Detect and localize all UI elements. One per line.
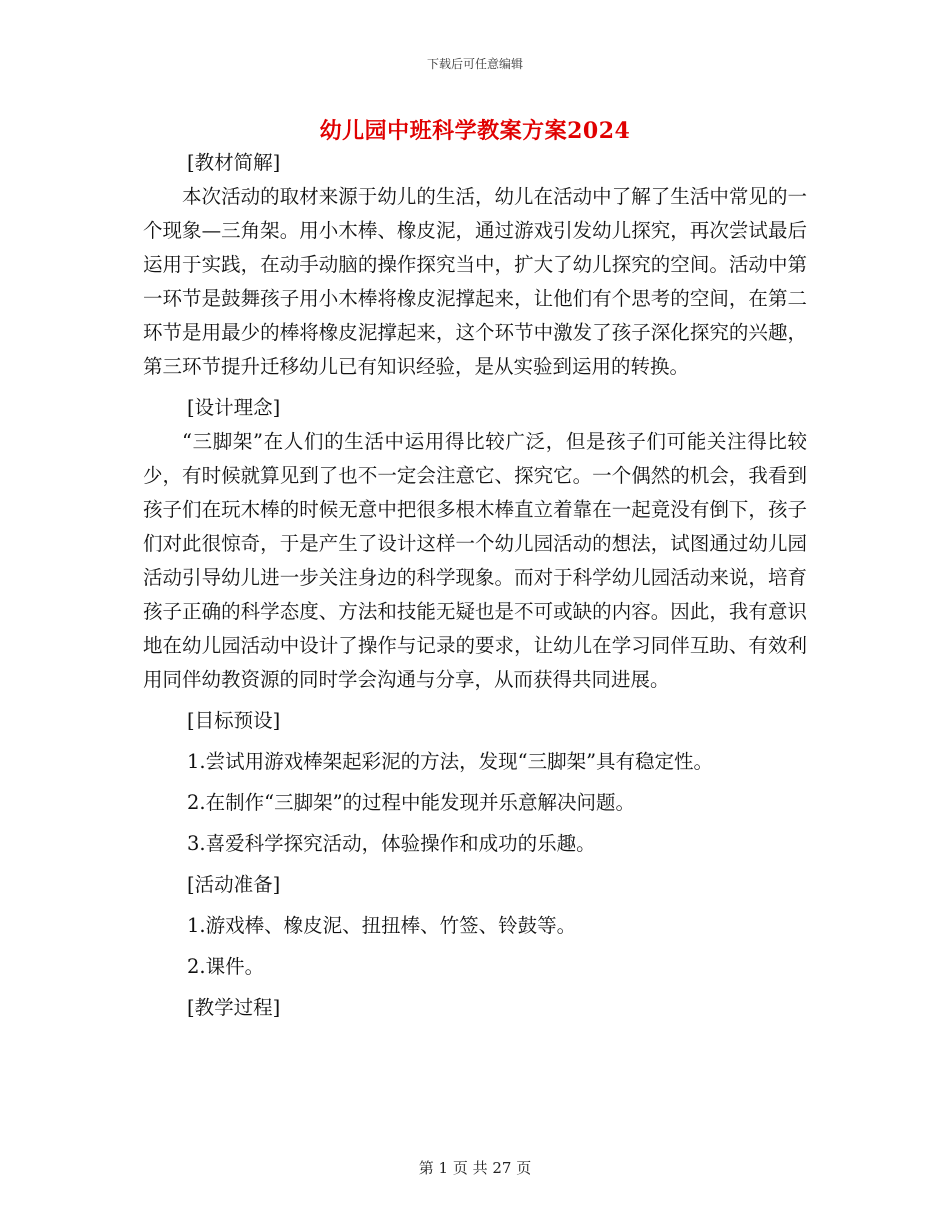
page-header: 下载后可任意编辑 <box>426 57 523 71</box>
paragraph-design: “三脚架”在人们的生活中运用得比较广泛，但是孩子们可能关注得比较少，有时候就算见到了也不一定会注意它、探究它。一个偶然的机会，我看到孩子们在玩木棒的时候无意中把很多根木棒直立着靠在一起竟没有倒下，孩子们对此很惊奇，于是产生了设计这样一个幼儿园活动的想法，试图通过幼儿园活动引导幼儿进一步关注身边的科学现象。而对于科学幼儿园活动来说，培育孩子正确的科学态度、方法和技能无疑也是不可或缺的内容。因此，我有意识地在幼儿园活动中设计了操作与记录的要求，让幼儿在学习同伴互助、有效利用同伴幼教资源的同时学会沟通与分享，从而获得共同进展。 <box>143 430 807 691</box>
document-title: 幼儿园中班科学教案方案2024 <box>319 118 631 144</box>
paragraph-materials: 本次活动的取材来源于幼儿的生活，幼儿在活动中了解了生活中常见的一个现象—三角架。用小木棒、橡皮泥，通过游戏引发幼儿探究，再次尝试最后运用于实践，在动手动脑的操作探究当中，扩大了幼儿探究的空间。活动中第一环节是鼓舞孩子用小木棒将橡皮泥撑起来，让他们有个思考的空间，在第二环节是用最少的棒将橡皮泥撑起来，这个环节中激发了孩子深化探究的兴趣，第三环节提升迁移幼儿已有知识经验，是从实验到运用的转换。 <box>143 185 807 378</box>
section-heading-design: [设计理念] <box>187 396 281 419</box>
section-heading-materials: [教材简解] <box>187 151 281 174</box>
section-heading-preparation: [活动准备] <box>187 873 281 896</box>
prep-item-1: 1.游戏棒、橡皮泥、扭扭棒、竹签、铃鼓等。 <box>187 914 577 937</box>
section-heading-goals: [目标预设] <box>187 709 281 732</box>
document-body <box>143 146 807 1025</box>
goal-item-2: 2.在制作“三脚架”的过程中能发现并乐意解决问题。 <box>187 791 636 814</box>
page-footer: 第 1 页 共 27 页 <box>418 1159 532 1177</box>
prep-item-2: 2.课件。 <box>187 955 265 978</box>
goal-item-3: 3.喜爱科学探究活动，体验操作和成功的乐趣。 <box>187 832 596 855</box>
section-heading-process: [教学过程] <box>187 996 281 1019</box>
goal-item-1: 1.尝试用游戏棒架起彩泥的方法，发现“三脚架”具有稳定性。 <box>187 750 714 773</box>
